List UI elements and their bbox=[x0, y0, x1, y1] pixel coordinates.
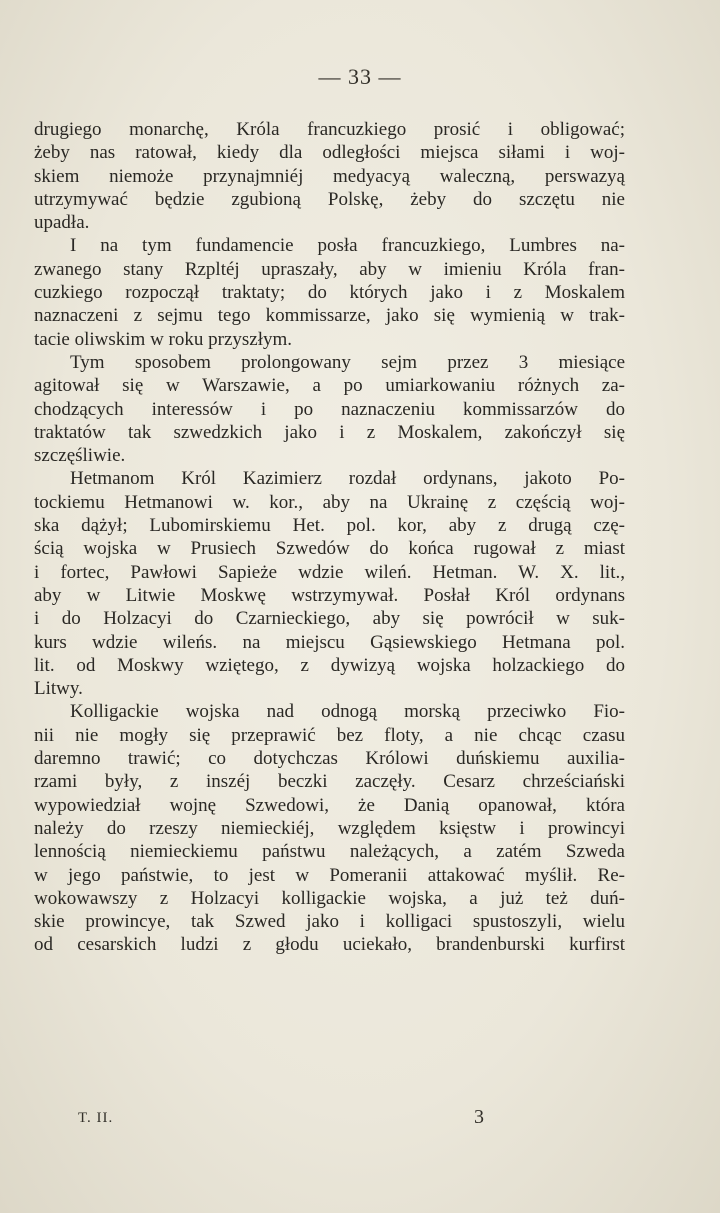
text-line: i do Holzacyi do Czarnieckiego, aby się powrócił w suk- bbox=[34, 608, 625, 630]
body-text bbox=[34, 118, 625, 957]
text-line: wokowawszy z Holzacyi kolligackie wojska, a już też duń- bbox=[34, 887, 625, 909]
text-line: lennością niemieckiemu państwu należących, a zatém Szweda bbox=[34, 841, 625, 863]
text-line: od cesarskich ludzi z głodu uciekało, brandenburski kurfirst bbox=[34, 934, 625, 956]
page-footer bbox=[0, 1106, 720, 1136]
text-line: daremno trawić; co dotychczas Królowi duńskiemu auxilia- bbox=[34, 748, 625, 770]
text-line: skiem niemoże przynajmniéj medyacyą waleczną, perswazyą bbox=[34, 165, 625, 187]
text-line: nii nie mogły się przeprawić bez floty, a nie chcąc czasu bbox=[34, 724, 625, 746]
text-line: I na tym fundamencie posła francuzkiego, Lumbres na- bbox=[70, 235, 625, 257]
text-line: tacie oliwskim w roku przyszłym. bbox=[34, 328, 293, 350]
volume-signature: T. II. bbox=[78, 1110, 114, 1126]
text-line: Hetmanom Król Kazimierz rozdał ordynans, jakoto Po- bbox=[70, 468, 625, 490]
text-line: agitował się w Warszawie, a po umiarkowaniu różnych za- bbox=[34, 375, 625, 397]
text-line: Tym sposobem prolongowany sejm przez 3 miesiące bbox=[70, 351, 625, 373]
text-line: kurs wdzie wileńs. na miejscu Gąsiewskiego Hetmana pol. bbox=[34, 631, 625, 653]
page-number: — 33 — bbox=[318, 64, 402, 89]
text-line: aby w Litwie Moskwę wstrzymywał. Posłał Król ordynans bbox=[34, 584, 625, 606]
sheet-number: 3 bbox=[474, 1106, 484, 1128]
text-line: cuzkiego rozpoczął traktaty; do których jako i z Moskalem bbox=[34, 282, 625, 304]
text-line: utrzymywać będzie zgubioną Polskę, żeby do szczętu nie bbox=[34, 188, 625, 210]
text-line: zwanego stany Rzpltéj upraszały, aby w imieniu Króla fran- bbox=[34, 258, 625, 280]
text-line: i fortec, Pawłowi Sapieże wdzie wileń. Hetman. W. X. lit., bbox=[34, 561, 625, 583]
text-line: należy do rzeszy niemieckiéj, względem księstw i prowincyi bbox=[34, 817, 625, 839]
text-line: rzami były, z inszéj beczki zaczęły. Cesarz chrześciański bbox=[34, 771, 625, 793]
text-line: w jego państwie, to jest w Pomeranii attakować myślił. Re- bbox=[34, 864, 625, 886]
text-line: Kolligackie wojska nad odnogą morską przeciwko Fio- bbox=[70, 701, 625, 723]
text-line: wypowiedział wojnę Szwedowi, że Danią opanował, która bbox=[34, 794, 625, 816]
text-line: naznaczeni z sejmu tego kommissarze, jako się wymienią w trak- bbox=[34, 305, 625, 327]
text-line: skie prowincye, tak Szwed jako i kolligaci spustoszyli, wielu bbox=[34, 911, 625, 933]
text-line: żeby nas ratował, kiedy dla odległości miejsca siłami i woj- bbox=[34, 142, 625, 164]
text-line: Litwy. bbox=[34, 678, 83, 700]
text-line: lit. od Moskwy wziętego, z dywizyą wojska holzackiego do bbox=[34, 654, 625, 676]
text-line: traktatów tak szwedzkich jako i z Moskalem, zakończył się bbox=[34, 421, 625, 443]
text-line: drugiego monarchę, Króla francuzkiego prosić i obligować; bbox=[34, 119, 625, 140]
text-line: upadła. bbox=[34, 212, 90, 234]
text-line: chodzących interessów i po naznaczeniu kommissarzów do bbox=[34, 398, 625, 420]
text-line: szczęśliwie. bbox=[34, 445, 126, 467]
text-line: ścią wojska w Prusiech Szwedów do końca rugował z miast bbox=[34, 538, 625, 560]
text-line: ska dążył; Lubomirskiemu Het. pol. kor, aby z drugą czę- bbox=[34, 515, 625, 537]
text-line: tockiemu Hetmanowi w. kor., aby na Ukrainę z częścią woj- bbox=[34, 491, 625, 513]
